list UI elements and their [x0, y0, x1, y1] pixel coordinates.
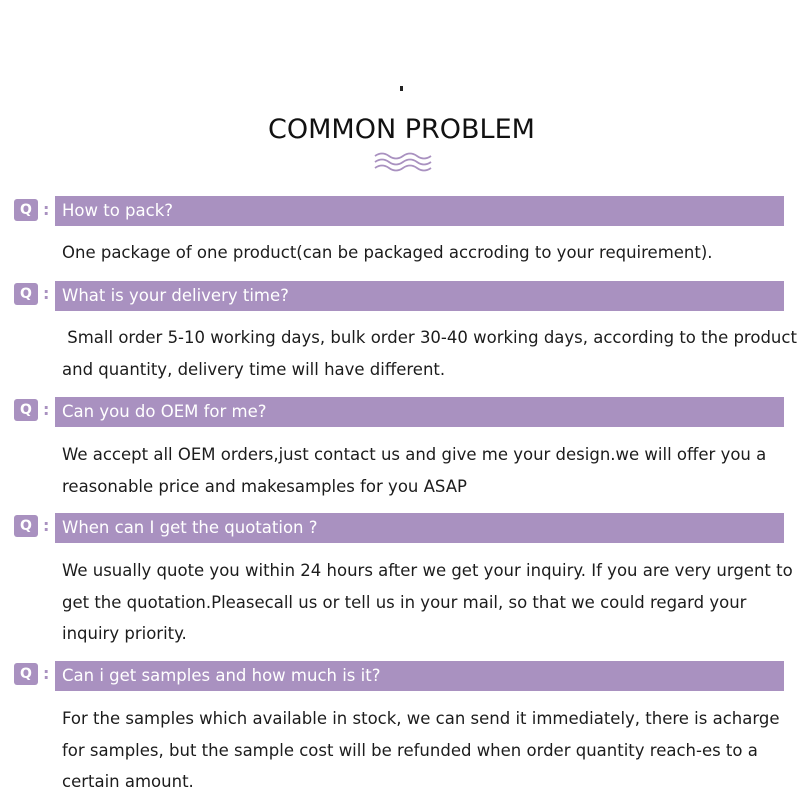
- question-text: Can i get samples and how much is it?: [62, 666, 381, 685]
- question-separator: :: [43, 284, 50, 303]
- question-text: When can I get the quotation ?: [62, 518, 318, 537]
- question-badge: Q: [14, 199, 38, 221]
- question-badge: Q: [14, 515, 38, 537]
- wave-icon: [373, 151, 433, 173]
- question-bar: [55, 661, 784, 691]
- answer-text: Small order 5-10 working days, bulk order 30-40 working days, according to the product and quantity, delivery time will have different.: [62, 328, 803, 379]
- question-badge: Q: [14, 663, 38, 685]
- page-title: COMMON PROBLEM: [268, 114, 535, 145]
- answer-text: We accept all OEM orders,just contact us and give me your design.we will offer you a reasonable price and makesamples for you ASAP: [62, 445, 772, 496]
- question-separator: :: [43, 400, 50, 419]
- question-bar: [55, 196, 784, 226]
- question-text: How to pack?: [62, 201, 174, 220]
- question-bar: [55, 513, 784, 543]
- question-separator: :: [43, 200, 50, 219]
- answer-text: We usually quote you within 24 hours after we get your inquiry. If you are very urgent to get the quotation.Pleasecall us or tell us in your mail, so that we could regard your inquiry priority.: [62, 561, 798, 643]
- question-separator: :: [43, 516, 50, 535]
- question-bar: [55, 281, 784, 311]
- decorative-dot: [400, 86, 403, 91]
- question-badge: Q: [14, 399, 38, 421]
- answer-text: For the samples which available in stock, we can send it immediately, there is acharge for samples, but the sample cost will be refunded when order quantity reach-es to a certain amount.: [62, 709, 785, 791]
- question-text: Can you do OEM for me?: [62, 402, 267, 421]
- question-text: What is your delivery time?: [62, 286, 289, 305]
- answer-text: One package of one product(can be packaged accroding to your requirement).: [62, 243, 713, 262]
- question-bar: [55, 397, 784, 427]
- question-badge: Q: [14, 283, 38, 305]
- question-separator: :: [43, 664, 50, 683]
